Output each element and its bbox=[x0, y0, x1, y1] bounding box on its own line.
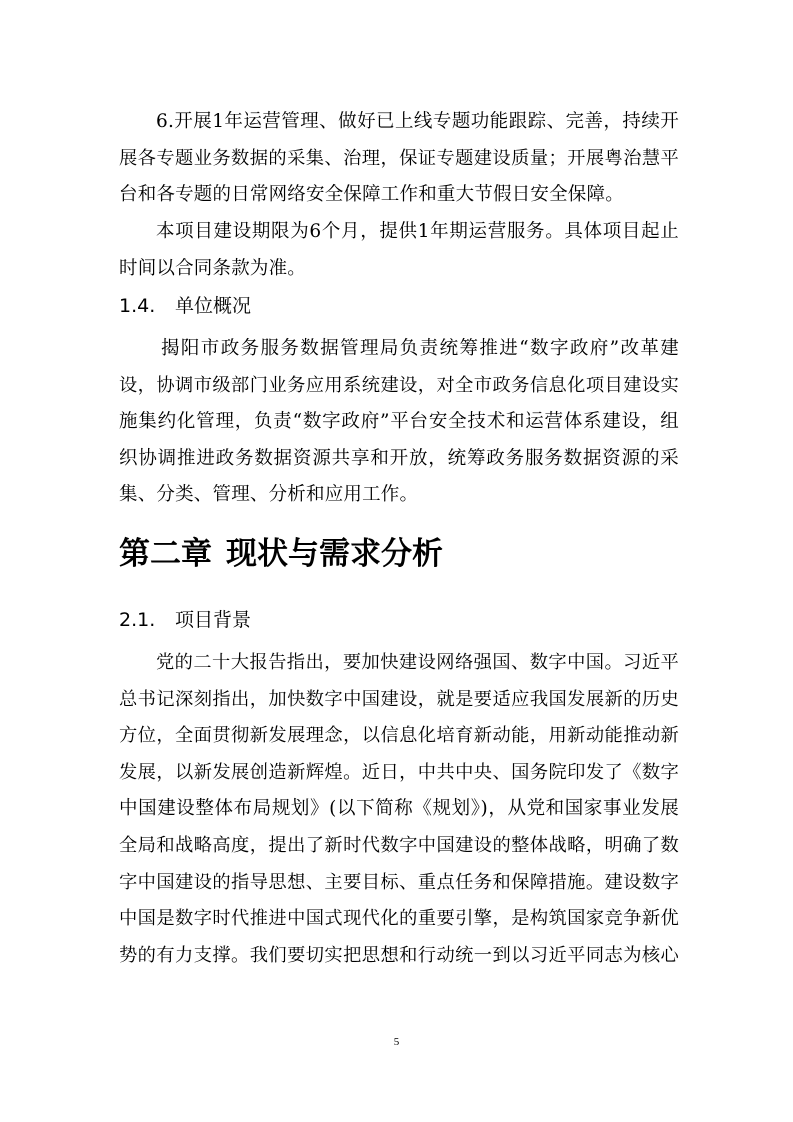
paragraph-line: 总书记深刻指出，加快数字中国建设，就是要适应我国发展新的历史 bbox=[119, 688, 679, 710]
paragraph-project-period bbox=[119, 214, 679, 287]
section-title: 单位概况 bbox=[175, 295, 252, 317]
section-title: 项目背景 bbox=[175, 609, 252, 631]
section-number: 2.1. bbox=[119, 609, 156, 631]
chapter-number: 第二章 bbox=[119, 536, 212, 572]
paragraph-line: 发展，以新发展创造新辉煌。近日，中共中央、国务院印发了《数字 bbox=[119, 761, 679, 783]
section-heading-2-1 bbox=[119, 606, 251, 634]
paragraph-line: 中国建设整体布局规划》(以下简称《规划》)，从党和国家事业发展 bbox=[119, 798, 679, 820]
section-number: 1.4. bbox=[119, 295, 156, 317]
paragraph-line: 展各专题业务数据的采集、治理，保证专题建设质量；开展粤治慧平 bbox=[119, 147, 679, 169]
paragraph-line: 设，协调市级部门业务应用系统建设，对全市政务信息化项目建设实 bbox=[119, 374, 679, 396]
paragraph-line: 字中国建设的指导思想、主要目标、重点任务和保障措施。建设数字 bbox=[119, 871, 679, 893]
paragraph-item-6 bbox=[119, 104, 679, 214]
paragraph-unit-overview bbox=[119, 331, 679, 514]
paragraph-line: 时间以合同条款为准。 bbox=[119, 257, 307, 279]
chapter-heading-2 bbox=[119, 534, 443, 574]
paragraph-line: 党的二十大报告指出，要加快建设网络强国、数字中国。习近平 bbox=[156, 652, 679, 673]
paragraph-project-background bbox=[119, 645, 679, 974]
paragraph-line: 施集约化管理，负责“数字政府”平台安全技术和运营体系建设，组 bbox=[119, 411, 679, 433]
paragraph-line: 揭阳市政务服务数据管理局负责统筹推进“数字政府”改革建 bbox=[161, 338, 679, 359]
paragraph-line: 集、分类、管理、分析和应用工作。 bbox=[119, 484, 419, 506]
page-number: 5 bbox=[393, 1036, 400, 1048]
paragraph-line: 本项目建设期限为6个月，提供1年期运营服务。具体项目起止 bbox=[156, 221, 679, 242]
paragraph-line: 全局和战略高度，提出了新时代数字中国建设的整体战略，明确了数 bbox=[119, 834, 679, 856]
paragraph-line: 势的有力支撑。我们要切实把思想和行动统一到以习近平同志为核心 bbox=[119, 944, 679, 966]
section-heading-1-4 bbox=[119, 292, 251, 320]
paragraph-line: 方位，全面贯彻新发展理念，以信息化培育新动能，用新动能推动新 bbox=[119, 725, 679, 747]
chapter-title: 现状与需求分析 bbox=[226, 536, 443, 572]
paragraph-line: 6.开展1年运营管理、做好已上线专题功能跟踪、完善，持续开 bbox=[156, 111, 679, 132]
paragraph-line: 织协调推进政务数据资源共享和开放，统筹政务服务数据资源的采 bbox=[119, 447, 679, 469]
paragraph-line: 台和各专题的日常网络安全保障工作和重大节假日安全保障。 bbox=[119, 184, 624, 206]
paragraph-line: 中国是数字时代推进中国式现代化的重要引擎，是构筑国家竞争新优 bbox=[119, 908, 679, 930]
